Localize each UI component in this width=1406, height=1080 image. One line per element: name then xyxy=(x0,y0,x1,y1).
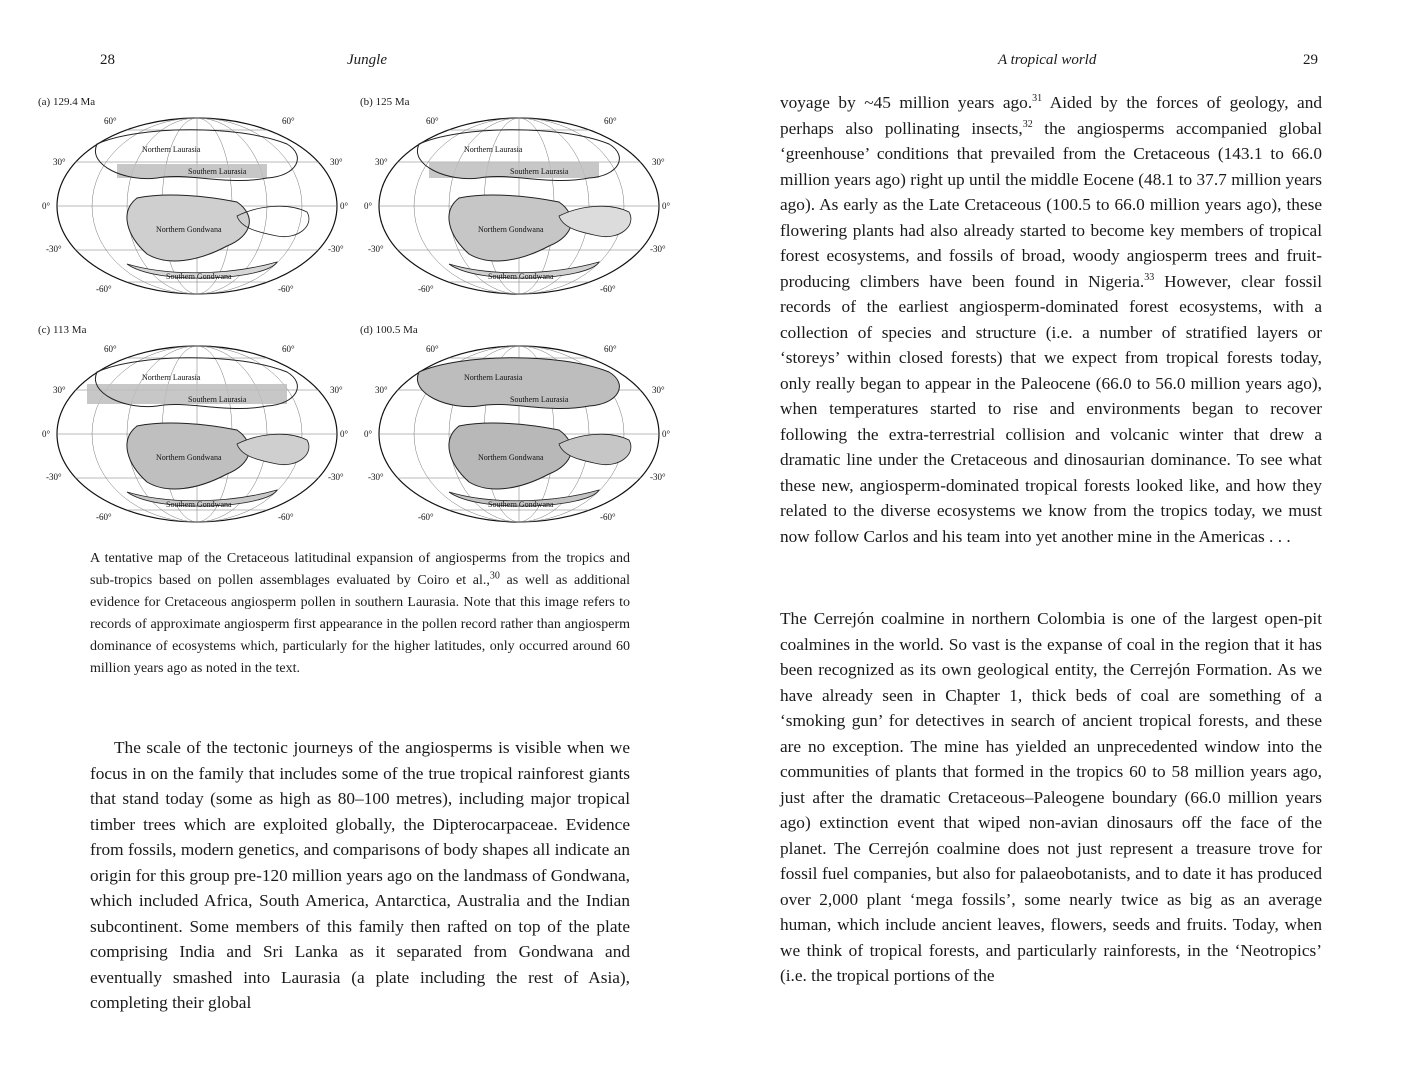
page-number-left: 28 xyxy=(100,52,115,68)
region-label: Southern Laurasia xyxy=(188,395,247,404)
region-label: Southern Laurasia xyxy=(188,167,247,176)
lat-label: 60° xyxy=(426,344,439,354)
lat-label: 60° xyxy=(282,116,295,126)
lat-label: 60° xyxy=(604,116,617,126)
lat-label: 60° xyxy=(104,344,117,354)
lat-label: 30° xyxy=(375,157,388,167)
region-label: Southern Laurasia xyxy=(510,167,569,176)
map-svg xyxy=(360,324,678,534)
lat-label: -30° xyxy=(650,244,666,254)
lat-label: 60° xyxy=(282,344,295,354)
map-panel-b xyxy=(360,96,678,306)
lat-label: -60° xyxy=(600,512,616,522)
lat-label: 30° xyxy=(375,385,388,395)
running-head-right: A tropical world xyxy=(998,52,1097,68)
lat-label: 0° xyxy=(364,201,373,211)
lat-label: -60° xyxy=(278,512,294,522)
lat-label: -30° xyxy=(46,244,62,254)
lat-label: -30° xyxy=(46,472,62,482)
map-svg xyxy=(38,324,356,534)
lat-label: -30° xyxy=(368,244,384,254)
map-svg xyxy=(360,96,678,306)
region-label: Northern Laurasia xyxy=(464,145,523,154)
lat-label: 0° xyxy=(662,201,671,211)
body-paragraph: voyage by ~45 million years ago.$^{31}$ Aided by the forces of geology, and perhaps also pollinating insects,$^{32}$ the angiosperms accompanied global ‘greenhouse’ conditions that prevailed from the Cretaceous (143.1 to 66.0 million years ago) right up until the middle Eocene (48.1 to 37.7 million years ago). As early as the Late Cretaceous (100.5 to 66.0 million years ago), these flowering plants had also already started to become key members of tropical forest ecosystems, and fossils of broad, woody angiosperm trees and fruit-producing climbers have been found in Nigeria.$^{33}$ However, clear fossil records of the earliest angiosperm-dominated forest ecosystems, with a collection of species and structure (i.e. a number of stratified layers or ‘storeys’ within closed forests) that we expect from tropical forests today, only really began to appear in the Paleocene (66.0 to 56.0 million years ago), when temperatures started to rise and environments began to recover following the extra-terrestrial collision and volcanic winter that drew a dramatic line under the Cretaceous and dinosaurian dominance. To see what these new, angiosperm-dominated tropical forests looked like, and how they related to the diverse ecosystems we know from the tropics today, we must now follow Carlos and his team into yet another mine in the Americas . . . xyxy=(780,93,1323,546)
lat-label: 0° xyxy=(340,201,349,211)
map-panel-c xyxy=(38,324,356,534)
region-label: Northern Gondwana xyxy=(478,453,544,462)
lat-label: 30° xyxy=(330,157,343,167)
lat-label: -30° xyxy=(368,472,384,482)
lat-label: -60° xyxy=(278,284,294,294)
figure-caption: A tentative map of the Cretaceous latitudinal expansion of angiosperms from the tropics and sub-tropics based on pollen assemblages evaluated by Coiro et al.,$^{30}$ as well as additional evidence for Cretaceous angiosperm pollen in southern Laurasia. Note that this image refers to records of approximate angiosperm first appearance in the pollen record rather than angiosperm dominance of ecosystems which, particularly for the higher latitudes, only occurred around 60 million years ago as noted in the text. xyxy=(90,551,630,676)
lat-label: 60° xyxy=(426,116,439,126)
page-number-right: 29 xyxy=(1303,52,1318,68)
lat-label: 0° xyxy=(364,429,373,439)
region-label: Southern Gondwana xyxy=(488,500,554,509)
right-page xyxy=(703,0,1406,1080)
lat-label: -30° xyxy=(328,244,344,254)
region-label: Northern Gondwana xyxy=(156,225,222,234)
running-head-left: Jungle xyxy=(347,52,387,68)
region-label: Southern Gondwana xyxy=(166,272,232,281)
panel-label: (a) 129.4 Ma xyxy=(38,96,96,108)
lat-label: 0° xyxy=(340,429,349,439)
lat-label: 30° xyxy=(53,385,66,395)
lat-label: 30° xyxy=(652,385,665,395)
map-panel-a xyxy=(38,96,356,306)
lat-label: -30° xyxy=(328,472,344,482)
footnote-ref: 32 xyxy=(1022,118,1033,130)
lat-label: -60° xyxy=(418,512,434,522)
lat-label: 60° xyxy=(104,116,117,126)
region-label: Northern Laurasia xyxy=(142,145,201,154)
map-panel-d xyxy=(360,324,678,534)
lat-label: -60° xyxy=(600,284,616,294)
region-label: Northern Gondwana xyxy=(478,225,544,234)
footnote-ref: 31 xyxy=(1032,93,1043,105)
region-label: Southern Gondwana xyxy=(166,500,232,509)
region-label: Northern Laurasia xyxy=(142,373,201,382)
panel-label: (d) 100.5 Ma xyxy=(360,324,418,336)
body-paragraph: The scale of the tectonic journeys of the angiosperms is visible when we focus in on the family that includes some of the true tropical rainforest giants that stand today (some as high as 80–100 metres), including major tropical timber trees which are exploited globally, the Dipterocarpaceae. Evidence from fossils, modern genetics, and comparisons of body shapes all indicate an origin for this group pre-120 million years ago on the landmass of Gondwana, which included Africa, South America, Antarctica, Australia and the Indian subcontinent. Some members of this family then rafted on top of the plate comprising India and Sri Lanka as it separated from Gondwana and eventually smashed into Laurasia (a plate including the rest of Asia), completing their global xyxy=(90,738,630,1012)
region-label: Northern Laurasia xyxy=(464,373,523,382)
footnote-ref: 33 xyxy=(1144,271,1155,283)
lat-label: -30° xyxy=(650,472,666,482)
lat-label: 0° xyxy=(42,201,51,211)
lat-label: 0° xyxy=(42,429,51,439)
lat-label: 30° xyxy=(53,157,66,167)
lat-label: 30° xyxy=(330,385,343,395)
region-label: Northern Gondwana xyxy=(156,453,222,462)
body-paragraph: The Cerrejón coalmine in northern Colombia is one of the largest open-pit coalmines in the world. So vast is the expanse of coal in the region that it has been recognized as its own geological entity, the Cerrejón Formation. As we have already seen in Chapter 1, thick beds of coal are something of a ‘smoking gun’ for detectives in search of ancient tropical forests, and these are no exception. The mine has yielded an unprecedented window into the communities of plants that formed in the tropics 60 to 58 million years ago, just after the dramatic Cretaceous–Paleogene boundary (66.0 million years ago) extinction event that wiped non-avian dinosaurs off the face of the planet. The Cerrejón coalmine does not just represent a treasure trove for fossil fuel companies, but also for palaeobotanists, and to date it has produced over 2,000 plant ‘mega fossils’, some nearly twice as big as an average human, which include ancient leaves, flowers, seeds and fruits. Today, when we think of tropical forests, and particularly rainforests, in the ‘Neotropics’ (i.e. the tropical portions of the xyxy=(780,609,1322,985)
lat-label: 60° xyxy=(604,344,617,354)
paleomap-figure xyxy=(38,96,678,536)
panel-label: (c) 113 Ma xyxy=(38,324,87,336)
lat-label: -60° xyxy=(96,512,112,522)
lat-label: 0° xyxy=(662,429,671,439)
region-label: Southern Laurasia xyxy=(510,395,569,404)
footnote-ref: 30 xyxy=(489,570,500,582)
panel-label: (b) 125 Ma xyxy=(360,96,410,108)
lat-label: -60° xyxy=(96,284,112,294)
map-svg xyxy=(38,96,356,306)
lat-label: -60° xyxy=(418,284,434,294)
lat-label: 30° xyxy=(652,157,665,167)
region-label: Southern Gondwana xyxy=(488,272,554,281)
